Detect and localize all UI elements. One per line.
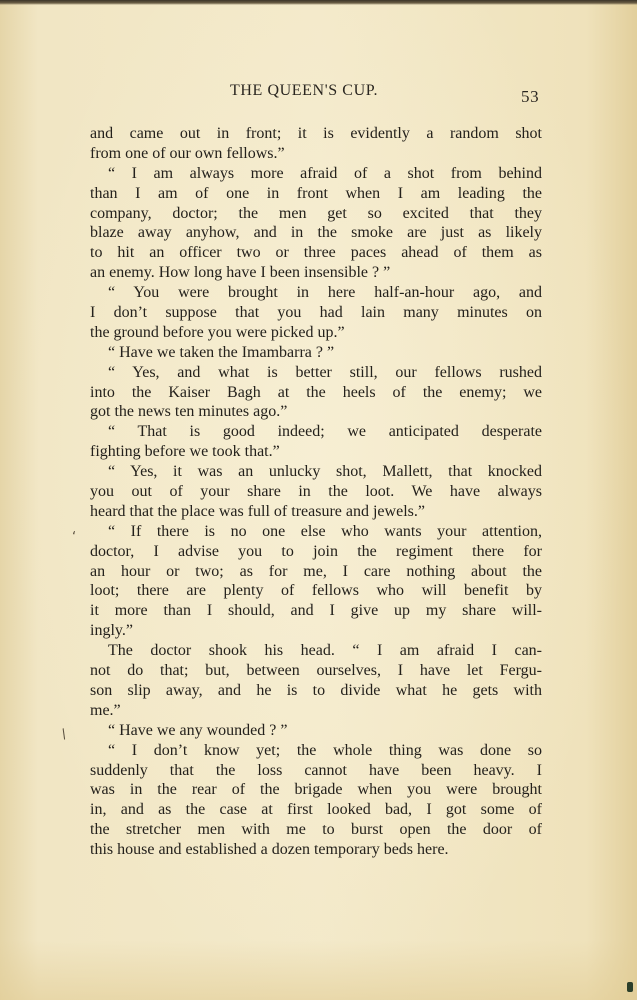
- text-line: into the Kaiser Bagh at the heels of the enemy; we: [90, 383, 542, 401]
- text-line: the ground before you were picked up.”: [90, 323, 345, 341]
- text-line: ingly.”: [90, 622, 133, 640]
- body-text: [90, 124, 542, 860]
- text-line: from one of our own fellows.”: [90, 144, 285, 162]
- text-line: you out of your share in the loot. We have always: [90, 483, 542, 501]
- text-line: son slip away, and he is to divide what he gets with: [90, 681, 542, 699]
- text-line: “ I am always more afraid of a shot from behind: [108, 164, 542, 182]
- page-number: 53: [521, 87, 540, 106]
- text-line: me.”: [90, 701, 121, 719]
- text-line: “ Have we any wounded ? ”: [108, 721, 288, 739]
- corner-mark: [627, 982, 633, 992]
- text-line: “ Yes, it was an unlucky shot, Mallett, that knocked: [108, 463, 542, 481]
- text-line: it more than I should, and I give up my share will-: [90, 602, 542, 620]
- running-title: THE QUEEN'S CUP.: [230, 82, 379, 99]
- text-line: “ That is good indeed; we anticipated desperate: [108, 423, 542, 441]
- text-line: got the news ten minutes ago.”: [90, 403, 288, 421]
- text-line: “ Yes, and what is better still, our fellows rushed: [108, 363, 542, 381]
- text-line: this house and established a dozen temporary beds here.: [90, 841, 449, 859]
- text-line: I don’t suppose that you had lain many minutes on: [90, 304, 542, 322]
- text-line: an enemy. How long have I been insensible ? ”: [90, 264, 391, 282]
- text-line: “ If there is no one else who wants your attention,: [108, 522, 542, 540]
- text-line: suddenly that the loss cannot have been heavy. I: [90, 761, 542, 779]
- text-line: was in the rear of the brigade when you were brought: [90, 781, 542, 799]
- margin-mark: ‘: [72, 530, 77, 545]
- text-line: “ I don’t know yet; the whole thing was done so: [108, 741, 542, 759]
- text-line: an hour or two; as for me, I care nothing about the: [90, 562, 542, 580]
- text-line: the stretcher men with me to burst open the door of: [90, 821, 542, 839]
- text-line: “ You were brought in here half-an-hour ago, and: [108, 284, 542, 302]
- text-line: The doctor shook his head. “ I am afraid I can-: [108, 642, 542, 660]
- text-line: to hit an officer two or three paces ahead of them as: [90, 244, 542, 262]
- text-line: doctor, I advise you to join the regiment there for: [90, 542, 542, 560]
- text-line: company, doctor; the men get so excited that they: [90, 204, 542, 222]
- page-top-edge: [0, 0, 637, 5]
- margin-mark: /: [59, 726, 70, 743]
- text-line: blaze away anyhow, and in the smoke are just as likely: [90, 224, 542, 242]
- text-line: “ Have we taken the Imambarra ? ”: [108, 343, 335, 361]
- text-line: fighting before we took that.”: [90, 443, 280, 461]
- text-line: loot; there are plenty of fellows who will benefit by: [90, 582, 542, 600]
- text-line: heard that the place was full of treasure and jewels.”: [90, 502, 425, 520]
- text-line: and came out in front; it is evidently a random shot: [90, 125, 542, 142]
- text-line: than I am of one in front when I am leading the: [90, 184, 542, 202]
- page-stain: [0, 940, 637, 1000]
- text-line: not do that; but, between ourselves, I have let Fergu-: [90, 662, 542, 680]
- text-line: in, and as the case at first looked bad, I got some of: [90, 801, 542, 819]
